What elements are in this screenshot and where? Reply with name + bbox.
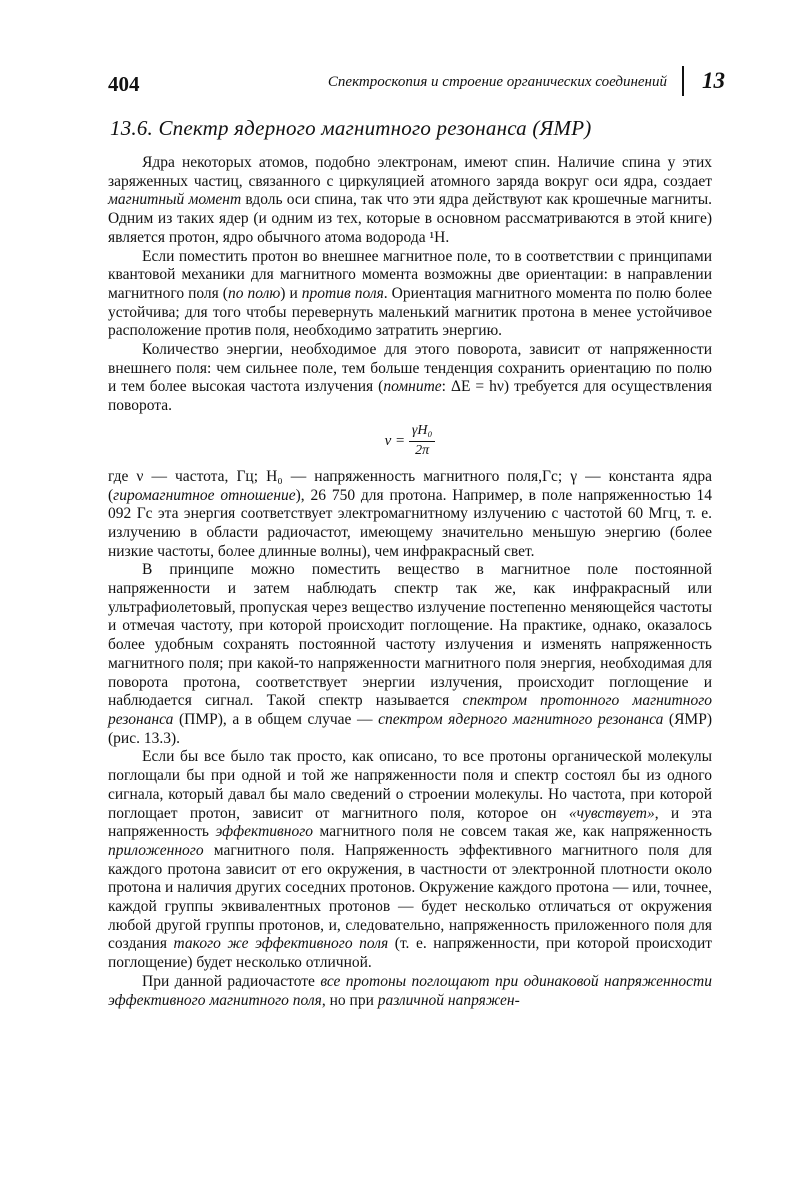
paragraph-7: [108, 973, 712, 1010]
body-text: [108, 154, 712, 1010]
paragraph-2: [108, 248, 712, 342]
text-run: Ядра некоторых атомов, подобно электронам, имеют спин. Наличие спина у этих заряженных частиц, связанного с циркуляцией атомного заряда вокруг оси ядра, создает: [108, 154, 712, 190]
page-header: [108, 66, 733, 102]
paragraph-6: [108, 748, 712, 972]
italic-term: приложенного: [108, 841, 204, 859]
paragraph-4: [108, 468, 712, 562]
italic-term: такого же эффективного поля: [173, 935, 389, 953]
section-title: 13.6. Спектр ядерного магнитного резонанса (ЯМР): [110, 116, 592, 140]
italic-term: эффективного: [215, 823, 314, 841]
text-run: Если поместить протон во внешнее магнитное поле, то в соответствии с принципами квантовой механики для магнитного момента возможны две ориентации: в направлении магнитного поля (: [108, 247, 712, 302]
paragraph-3: [108, 341, 712, 416]
italic-term: против поля: [301, 284, 384, 302]
formula-numerator: γH₀: [409, 422, 436, 442]
text-run: При данной радиочастоте: [142, 972, 321, 990]
running-title: Спектроскопия и строение органических соединений: [327, 74, 667, 90]
formula-fraction: [409, 422, 436, 460]
formula-denominator: 2π: [415, 442, 430, 458]
formula-lhs: ν =: [384, 432, 406, 449]
text-run: Если бы все было так просто, как описано, то все протоны органической молекулы поглощали бы при одной и той же напряженности поля и спектр состоял бы из одного сигнала, который давал бы мало сведений о строении молекулы. Но частота, при которой поглощает протон, зависит от магнитного поля, которое он: [108, 748, 712, 822]
italic-term: спектром протонного магнитного резонанса: [108, 692, 712, 728]
text-run: : ΔE = hν) требуется для осуществления поворота.: [108, 378, 712, 415]
header-divider: [682, 66, 684, 96]
text-run: , но при: [321, 991, 378, 1009]
text-run: вдоль оси спина, так что эти ядра действуют как крошечные магниты. Одним из таких ядер (и одним из тех, которые в основном рассматриваются в этой книге) является протон, ядро обычного атома водорода ¹H.: [108, 191, 712, 246]
italic-term: «чувствует»: [568, 804, 655, 822]
text-run: где ν — частота, Гц; H₀ — напряженность магнитного поля,Гс; γ — константа ядра (: [108, 467, 712, 504]
text-run: ), 26 750 для протона. Например, в поле напряженностью 14 092 Гс эта энергия соответствует электромагнитному излучению с частотой 60 Мгц, т. е. излучению в области радиочастот, имеющему значительно меньшую энергию (более низкие частоты, более длинные волны), чем инфракрасный свет.: [108, 486, 712, 560]
paragraph-5: [108, 561, 712, 748]
text-run: , и эта напряженность: [108, 804, 712, 841]
text-run: (т. е. напряженности, при которой происходит поглощение) будет несколько отличной.: [108, 935, 713, 972]
text-run: магнитного поля. Напряженность эффективного магнитного поля для каждого протона зависит от его окружения, в частности от электронной плотности около протона и наличия других соседних протонов. Окружение каждого протона — или, точнее, каждой группы эквивалентных протонов — будет несколько отличаться от окружения любой другой группы протонов, и, следовательно, напряженность приложенного поля для создания: [108, 841, 712, 953]
frequency-formula: [108, 422, 712, 458]
italic-term: различной напряжен-: [377, 991, 520, 1009]
text-run: . Ориентация магнитного момента по полю более устойчива; для того чтобы перевернуть маленький магнитик протона в менее устойчивое расположение против поля, необходимо затратить энергию.: [108, 284, 713, 340]
italic-term: помните: [383, 378, 442, 396]
text-run: В принципе можно поместить вещество в магнитное поле постоянной напряженности и затем наблюдать спектр так же, как инфракрасный или ультрафиолетовый, пропуская через вещество излучение постепенно меняющейся частоты и отмечая частоту, при которой происходит поглощение. На практике, однако, оказалось более удобным сохранять постоянной частоту излучения и изменять напряженность магнитного поля; при какой-то напряженности магнитного поля энергия, необходимая для поворота протона, соответствует энергии излучения, происходит поглощение и наблюдается сигнал. Такой спектр называется: [108, 561, 712, 710]
page-number: 404: [108, 72, 140, 96]
italic-term: все протоны поглощают при одинаковой напряженности эффективного магнитного поля: [108, 972, 712, 1009]
text-run: ) и: [280, 284, 302, 302]
chapter-number: 13: [702, 68, 725, 93]
text-run: магнитного поля не совсем такая же, как напряженность: [313, 823, 713, 841]
paragraph-1: [108, 154, 712, 248]
italic-term: по полю: [227, 284, 281, 302]
text-run: Количество энергии, необходимое для этого поворота, зависит от напряженности внешнего поля: чем сильнее поле, тем больше тенденция сохранить ориентацию по полю и тем более высокая частота излучения (: [108, 341, 712, 396]
italic-term: гиромагнитное отношение: [113, 486, 296, 504]
italic-term: магнитный момент: [108, 191, 242, 209]
text-run: (ЯМР) (рис. 13.3).: [108, 710, 712, 747]
italic-term: спектром ядерного магнитного резонанса: [378, 710, 664, 728]
text-run: (ПМР), а в общем случае —: [173, 710, 379, 728]
